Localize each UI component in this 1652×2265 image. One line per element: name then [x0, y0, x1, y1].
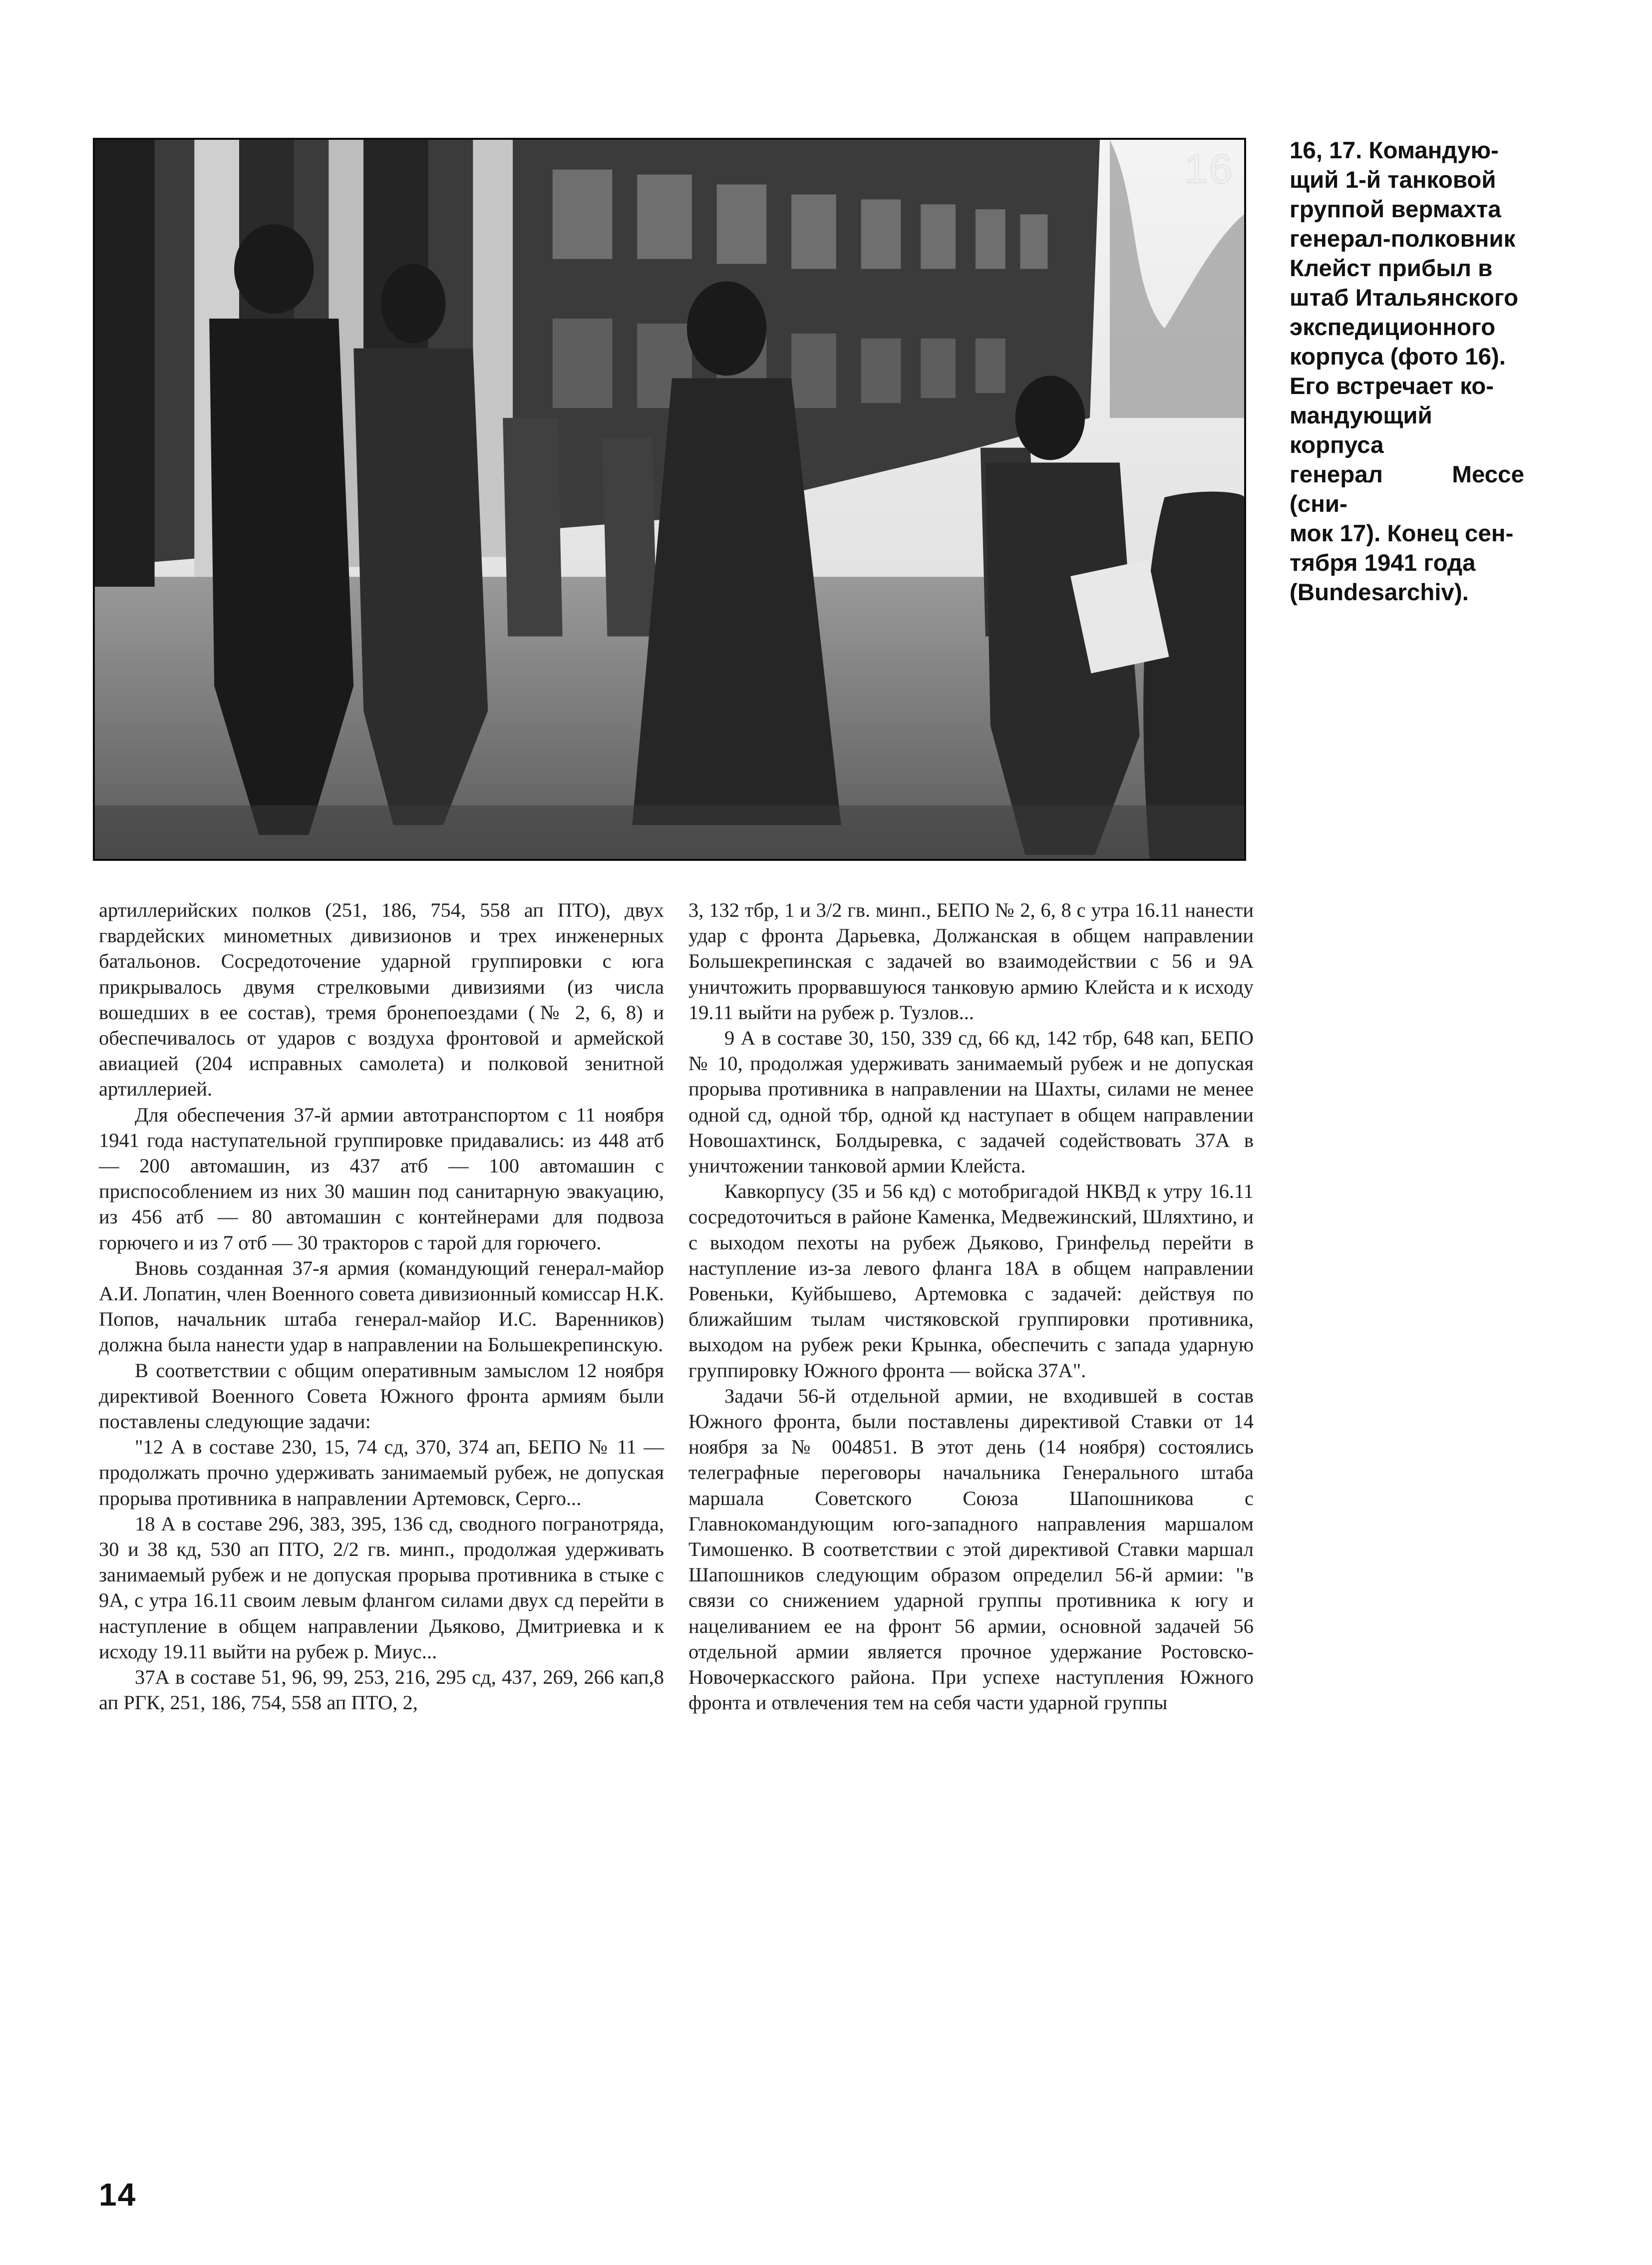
text-column-left — [99, 897, 664, 1716]
paragraph: Для обеспечения 37-й армии автотранспортом с 11 ноября 1941 года наступательной группировке придавались: из 448 атб — 200 автомашин, из 437 атб — 100 автомашин с приспособлением из них 30 машин под санитарную эвакуацию, из 456 атб — 80 автомашин с контейнерами для подвоза горючего и из 7 отб — 30 тракторов с тарой для горючего. — [99, 1103, 664, 1254]
paragraph: "12 А в составе 230, 15, 74 сд, 370, 374 ап, БЕПО № 11 — продолжать прочно удерживать занимаемый рубеж, не допуская прорыва противника в направлении Артемовск, Серго... — [99, 1436, 664, 1510]
paragraph: Кавкорпусу (35 и 56 кд) с мотобригадой НКВД к утру 16.11 сосредоточиться в районе Каменка, Медвежинский, Шляхтино, и с выходом пехоты на рубеж Дьяково, Гринфельд перейти в наступление из-за левого фланга 18А в общем направлении Ровеньки, Куйбышево, Артемовка с задачей: действуя по ближайшим тылам чистяковской группировки противника, выходом на рубеж реки Крынка, обеспечить с запада ударную группировку Южного фронта — войска 37А". — [688, 1180, 1254, 1382]
paragraph: 18 А в составе 296, 383, 395, 136 сд, сводного погранотряда, 30 и 38 кд, 530 ап ПТО, 2/2 гв. минп., продолжая удерживать занимаемый рубеж и не допуская прорыва противника в стыке с 9А, с утра 16.11 своим левым флангом силами двух сд перейти в наступление в общем направлении Дьяково, Дмитриевка и к исходу 19.11 выйти на рубеж р. Миус... — [99, 1512, 664, 1663]
photo-caption: 16, 17. Командую- щий 1-й танковой группой вермахта генерал-полковник Клейст прибыл в штаб Итальянского экспедиционного корпуса (фото 16). Его встречает ко- мандующий корпуса генерал Мессе (сни- мок 17). Конец сен- тября 1941 года (Bundesarchiv). — [1290, 137, 1524, 606]
paragraph: 37А в составе 51, 96, 99, 253, 216, 295 сд, 437, 269, 266 кап,8 ап РГК, 251, 186, 754, 558 ап ПТО, 2, — [99, 1666, 664, 1714]
page-number: 14 — [99, 2177, 137, 2213]
paragraph: 9 А в составе 30, 150, 339 сд, 66 кд, 142 тбр, 648 кап, БЕПО № 10, продолжая удерживать занимаемый рубеж и не допуская прорыва противника в направлении на Шахты, силами не менее одной сд, одной тбр, одной кд наступает в общем направлении Новошахтинск, Болдыревка, с задачей содействовать 37А в уничтожении танковой армии Клейста. — [688, 1027, 1254, 1177]
paragraph: 3, 132 тбр, 1 и 3/2 гв. минп., БЕПО № 2, 6, 8 с утра 16.11 нанести удар с фронта Дарьевка, Должанская в общем направлении Большекрепинская с задачей во взаимодействии с 56 и 9А уничтожить прорвавшуюся танковую армию Клейста и к исходу 19.11 выйти на рубеж р. Тузлов... — [688, 899, 1254, 1024]
photograph — [93, 138, 1246, 861]
paragraph: Задачи 56-й отдельной армии, не входившей в состав Южного фронта, были поставлены директивой Ставки от 14 ноября за № 004851. В этот день (14 ноября) состоялись телеграфные переговоры начальника Генерального штаба маршала Советского Союза Шапошникова с Главнокомандующим юго-западного направления маршалом Тимошенко. В соответствии с этой директивой Ставки маршал Шапошников следующим образом определил 56-й армии: "в связи со снижением ударной группы противника к югу и нацеливанием ее на фронт 56 армии, основной задачей 56 отдельной армии является прочное удержание Ростовско-Новочеркасского района. При успехе наступления Южного фронта и отвлечения тем на себя части ударной группы — [688, 1384, 1254, 1714]
paragraph: Вновь созданная 37-я армия (командующий генерал-майор А.И. Лопатин, член Военного совета дивизионный комиссар Н.К. Попов, начальник штаба генерал-майор И.С. Варенников) должна была нанести удар в направлении на Большекрепинскую. — [99, 1256, 664, 1356]
paragraph: В соответствии с общим оперативным замыслом 12 ноября директивой Военного Совета Южного фронта армиям были поставлены следующие задачи: — [99, 1359, 664, 1433]
photo-number: 16 — [1184, 146, 1234, 192]
photo-scene — [95, 140, 1244, 859]
paragraph: артиллерийских полков (251, 186, 754, 558 ап ПТО), двух гвардейских минометных дивизионов и трех инженерных батальонов. Сосредоточение ударной группировки с юга прикрывалось двумя стрелковыми дивизиями (из числа вошедших в ее состав), тремя бронепоездами (№ 2, 6, 8) и обеспечивалось от ударов с воздуха фронтовой и армейской авиацией (204 исправных самолета) и полковой зенитной артиллерией. — [99, 899, 664, 1101]
text-column-right — [688, 897, 1254, 1716]
